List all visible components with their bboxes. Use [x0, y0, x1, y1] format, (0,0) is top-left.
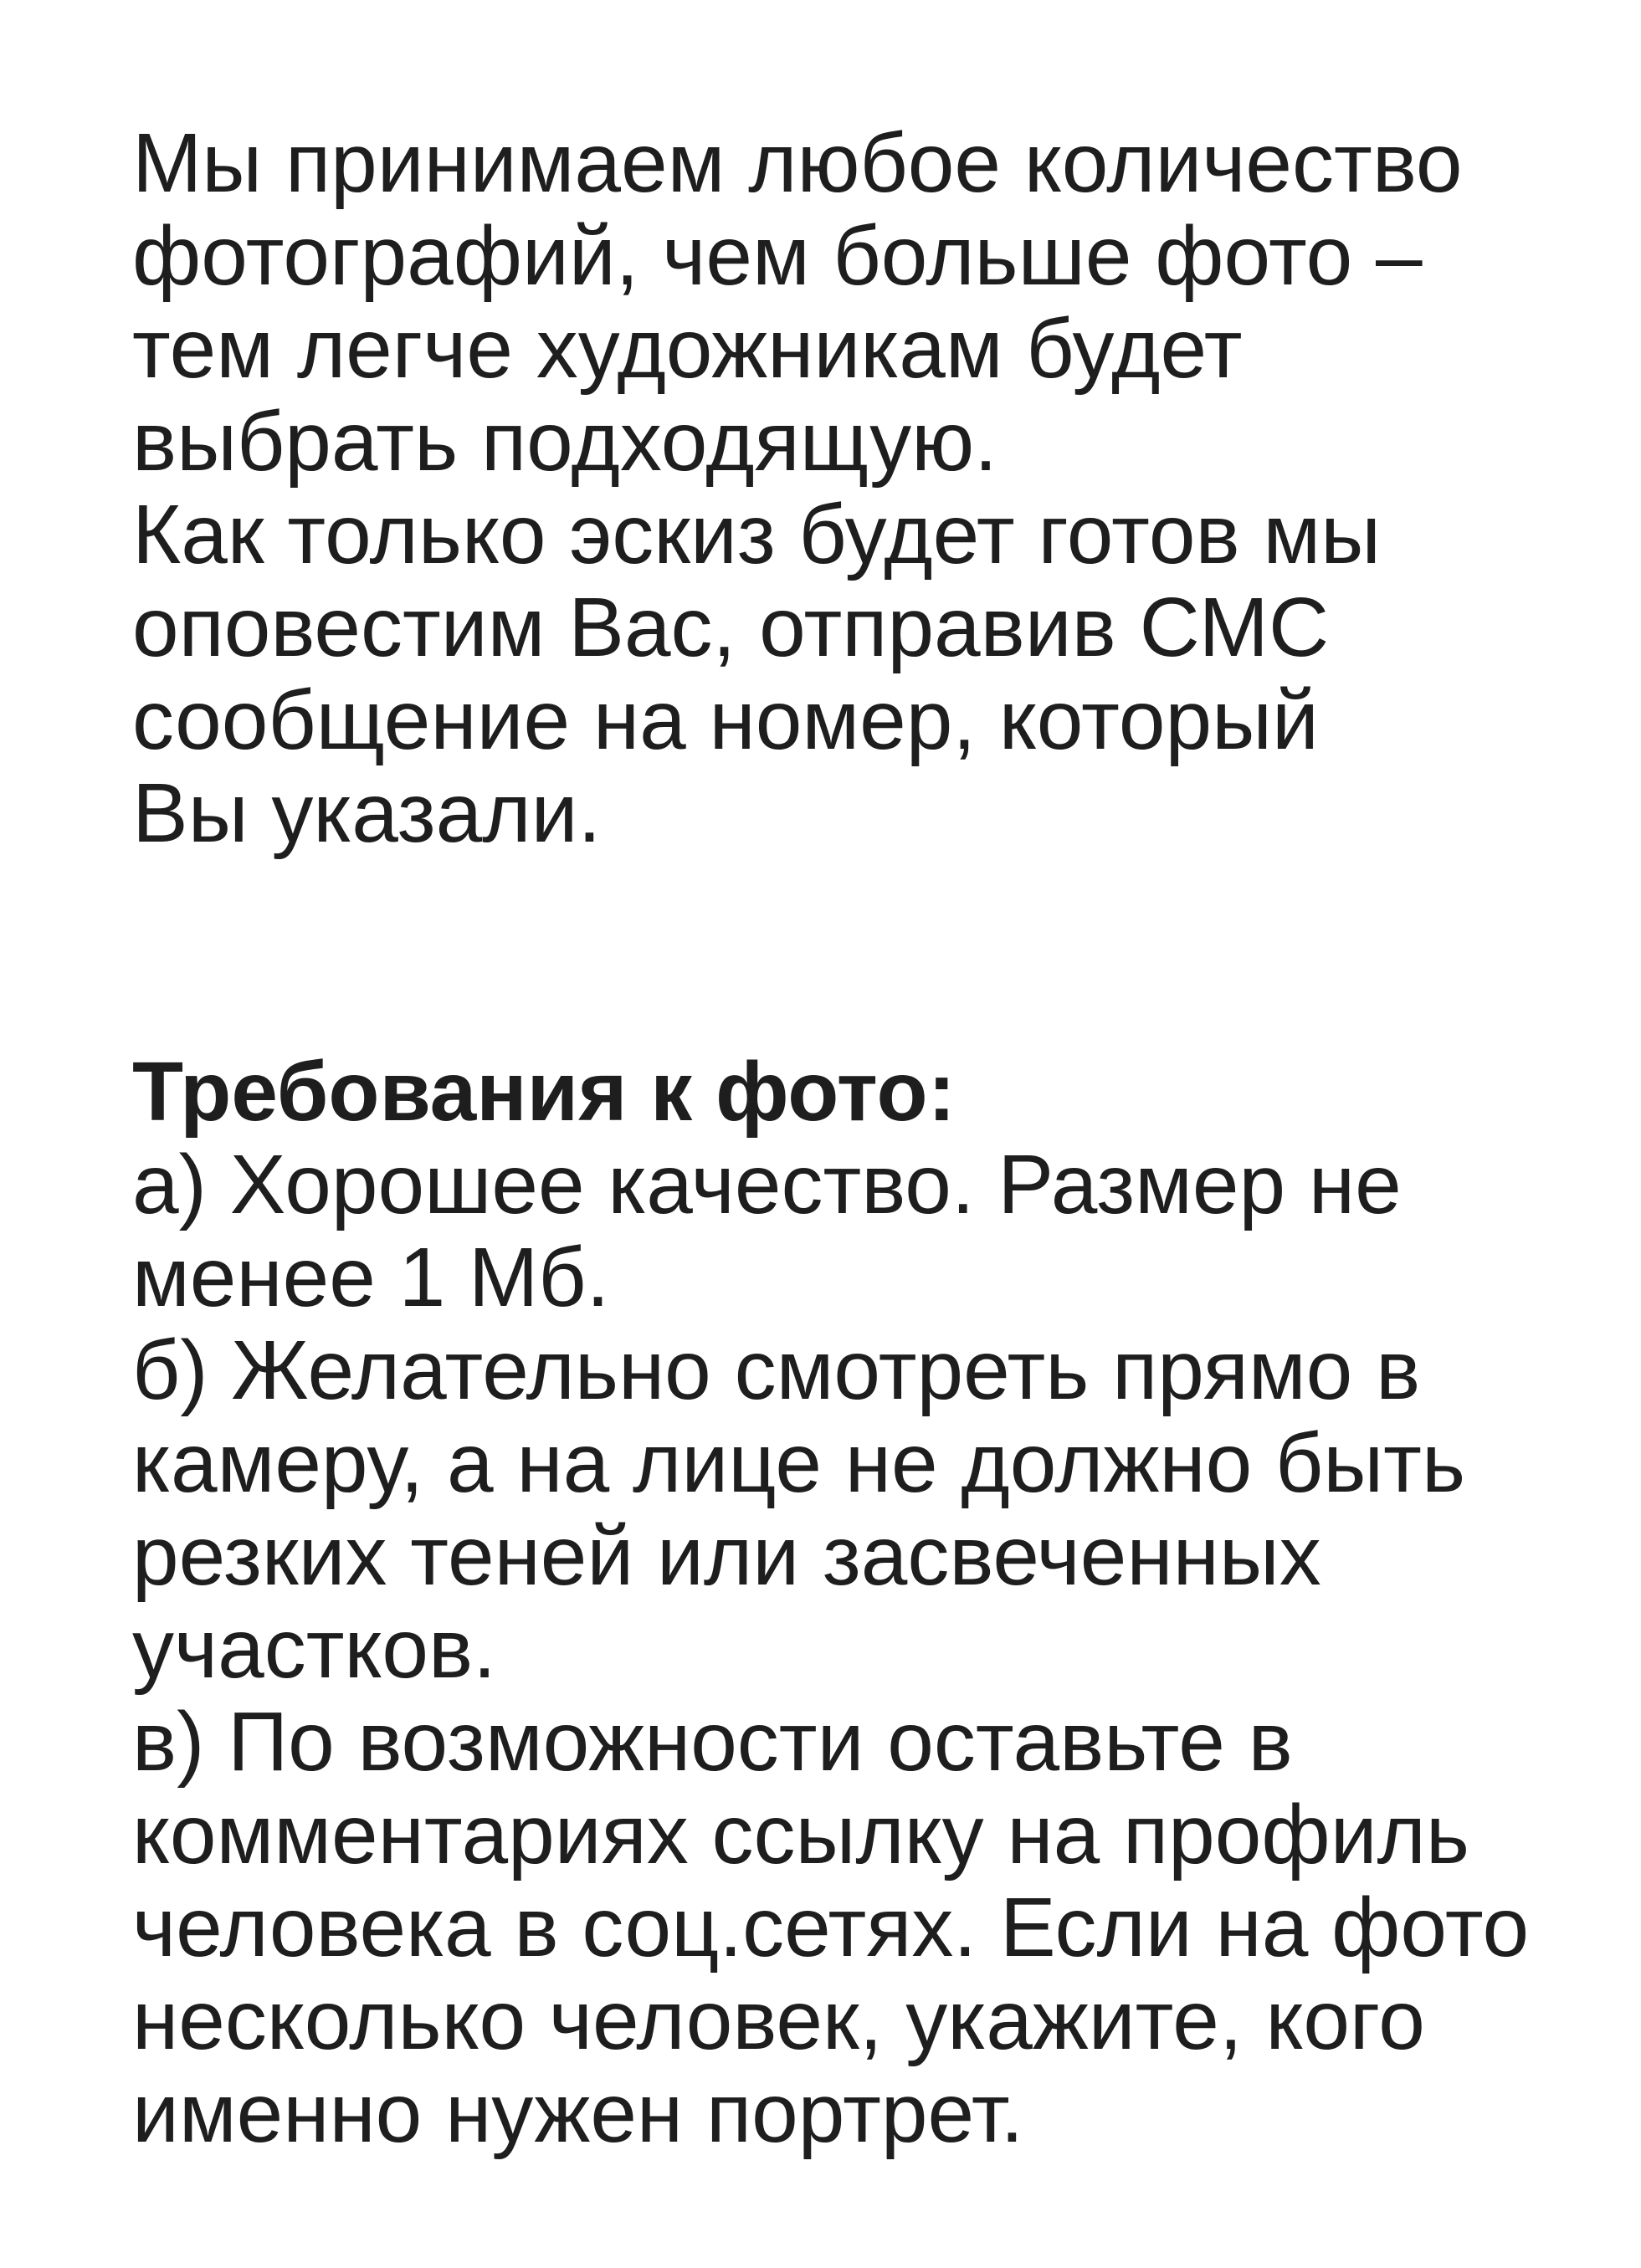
document-page — [132, 117, 1588, 2160]
requirement-line: а) Хорошее качество. Размер не — [132, 1138, 1402, 1231]
requirement-line: человека в соц.сетях. Если на фото — [132, 1881, 1530, 1974]
requirements-section — [132, 1046, 1588, 2160]
intro-line: Как только эскиз будет готов мы — [132, 488, 1381, 581]
intro-line: тем легче художникам будет — [132, 302, 1243, 396]
section-spacer — [132, 860, 1588, 1046]
intro-line: оповестим Вас, отправив СМС — [132, 581, 1330, 674]
intro-line: выбрать подходящую. — [132, 395, 997, 489]
intro-line: Вы указали. — [132, 766, 602, 860]
requirement-line: именно нужен портрет. — [132, 2066, 1024, 2160]
intro-line: сообщение на номер, который — [132, 673, 1319, 767]
requirements-heading: Требования к фото: — [132, 1045, 956, 1139]
requirement-line: участков. — [132, 1602, 496, 1696]
intro-line: фотографий, чем больше фото – — [132, 209, 1423, 303]
intro-paragraph — [132, 117, 1588, 860]
requirement-line: резких теней или засвеченных — [132, 1509, 1321, 1603]
requirement-line: б) Желательно смотреть прямо в — [132, 1323, 1421, 1417]
requirement-line: несколько человек, укажите, кого — [132, 1974, 1425, 2067]
intro-line: Мы принимаем любое количество — [132, 116, 1463, 210]
requirement-line: комментариях ссылку на профиль — [132, 1788, 1469, 1881]
requirement-line: в) По возможности оставьте в — [132, 1695, 1293, 1789]
requirement-line: камеру, а на лице не должно быть — [132, 1416, 1466, 1510]
requirement-line: менее 1 Мб. — [132, 1231, 610, 1324]
